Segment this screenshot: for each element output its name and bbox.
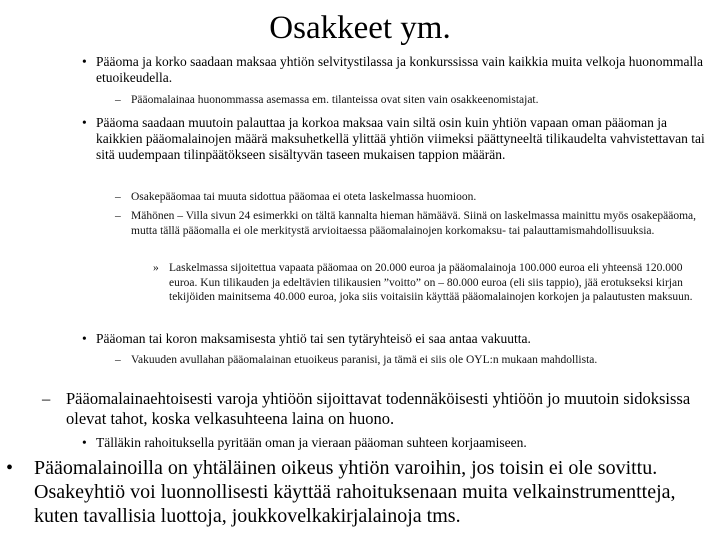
bullet-item (153, 261, 709, 305)
bullet-text: Mähönen – Villa sivun 24 esimerkki on tältä kannalta hieman hämäävä. Siinä on laskelmassa mainittu myös osakepääoma, mutta tällä pääomalla ei ole merkitystä arvioitaessa pääomalainojen korkomaksu- tai palauttamismahdollisuuksia. (131, 210, 697, 237)
bullet-text: Osakepääomaa tai muuta sidottua pääomaa ei oteta laskelmassa huomioon. (131, 191, 477, 203)
bullet-item (115, 209, 711, 238)
bullet-item (115, 190, 711, 205)
bullet-text: Tälläkin rahoituksella pyritään oman ja vieraan pääoman suhteen korjaamiseen. (96, 435, 527, 450)
bullet-text: Pääoman tai koron maksamisesta yhtiö tai sen tytäryhteisö ei saa antaa vakuutta. (96, 331, 531, 346)
bullet-text: Laskelmassa sijoitettua vapaata pääomaa on 20.000 euroa ja pääomalainoja 100.000 euroa eli yhteensä 120.000 euroa. Kun tilikauden ja edeltävien tilikausien ”voitto” on – 80.000 euroa (eli siis tappio), jää erotukseksi kirjan tekijöiden mainitsema 40.000 euroa, joka siis voitaisiin käyttää pääomalainojen korkojen ja palautusten maksuun. (169, 262, 693, 303)
bullet-item (82, 435, 712, 451)
bullet-marker: – (115, 210, 121, 222)
bullet-marker: • (82, 115, 87, 130)
bullet-marker: • (82, 54, 87, 69)
bullet-item (82, 115, 712, 163)
bullet-marker: • (6, 457, 14, 479)
bullet-marker: – (115, 354, 121, 366)
bullet-item (82, 331, 712, 347)
bullet-item (115, 353, 711, 368)
bullet-text: Pääoma ja korko saadaan maksaa yhtiön selvitystilassa ja konkurssissa vain kaikkia muita velkoja huonommalla etuoikeudella. (96, 54, 703, 85)
slide-title: Osakkeet ym. (269, 10, 451, 46)
bullet-text: Pääoma saadaan muutoin palauttaa ja korkoa maksaa vain siltä osin kuin yhtiön vapaan oman pääoman ja kaikkien pääomalainojen määrä maksuhetkellä ylittää yhtiön viimeksi päättyneeltä tilikaudelta vahvistettavan tai sitä uudempaan tilinpäätökseen sisältyvän taseen mukaisen tappion määrän. (96, 115, 705, 162)
bullet-text: Pääomalainoilla on yhtäläinen oikeus yhtiön varoihin, jos toisin ei ole sovittu. Osakeyhtiö voi luonnollisesti käyttää rahoituksenaan muita velkainstrumentteja, kuten tavallisia luottoja, joukkovelkakirjalainoja tms. (34, 457, 676, 527)
bullet-marker: » (153, 262, 159, 274)
bullet-item (42, 389, 716, 429)
bullet-text: Vakuuden avullahan pääomalainan etuoikeus paranisi, ja tämä ei siis ole OYL:n mukaan mahdollista. (131, 354, 598, 366)
bullet-marker: • (82, 435, 87, 450)
bullet-text: Pääomalainaehtoisesti varoja yhtiöön sijoittavat todennäköisesti yhtiöön jo muutoin sidoksissa olevat tahot, koska velkasuhteena laina on huono. (66, 389, 691, 428)
bullet-marker: – (115, 191, 121, 203)
bullet-text: Pääomalainaa huonommassa asemassa em. tilanteissa ovat siten vain osakkeenomistajat. (131, 94, 539, 106)
bullet-marker: – (115, 94, 121, 106)
bullet-item (82, 54, 712, 86)
bullet-item (115, 93, 711, 108)
bullet-marker: • (82, 331, 87, 346)
bullet-item (6, 456, 718, 528)
bullet-marker: – (42, 389, 51, 408)
